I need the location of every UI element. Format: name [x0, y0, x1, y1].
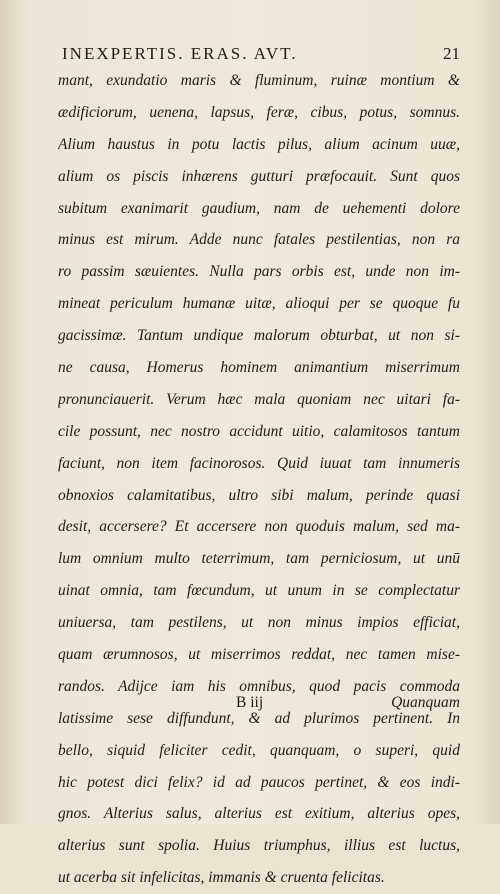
text-line: uinat omnia, tam fœcundum, ut unum in se complectatur	[58, 582, 460, 600]
text-line: Alium haustus in potu lactis pilus, alium acinum uuæ,	[58, 135, 460, 153]
text-line: minus est mirum. Adde nunc fatales pestilentias, non ra	[58, 231, 460, 249]
text-line: pronunciauerit. Verum hæc mala quoniam nec uitari fa-	[58, 390, 460, 408]
text-line: subitum exanimarit gaudium, nam de uehementi dolore	[58, 199, 460, 217]
text-line: quam ærumnosos, ut miserrimos reddat, nec tamen mise-	[58, 646, 460, 664]
text-line: gnos. Alterius salus, alterius est exitium, alterius opes,	[58, 805, 460, 823]
page-number: 21	[443, 44, 460, 63]
text-line: uniuersa, tam pestilens, ut non minus impios efficiat,	[58, 614, 460, 632]
text-line: desit, accersere? Et accersere non quoduis malum, sed ma-	[58, 518, 460, 536]
text-line: obnoxios calamitatibus, ultro sibi malum, perinde quasi	[58, 486, 460, 504]
text-block	[58, 65, 460, 894]
catchword: Quanquam	[391, 694, 460, 711]
text-line: gacissimæ. Tantum undique malorum obturbat, ut non si-	[58, 327, 460, 345]
text-line: ut acerba sit infelicitas, immanis & cruenta felicitas.	[58, 869, 385, 887]
text-line: mant, exundatio maris & fluminum, ruinæ montium &	[58, 72, 460, 89]
text-line: cile possunt, nec nostro accidunt uitio, calamitosos tantum	[58, 422, 460, 440]
text-line: alium os piscis inhærens gutturi præfocauit. Sunt quos	[58, 167, 460, 185]
signature-mark: B iij	[236, 694, 264, 711]
text-line: ro passim sæuientes. Nulla pars orbis est, unde non im-	[58, 263, 460, 281]
text-line: alterius sunt spolia. Huius triumphus, illius est luctus,	[58, 837, 460, 855]
page-footer	[58, 694, 460, 724]
text-line: latissime sese diffundunt, & ad plurimos pertinent. In	[58, 709, 460, 727]
running-title: INEXPERTIS. ERAS. AVT.	[62, 44, 298, 63]
running-header	[62, 44, 460, 64]
text-line: lum omnium multo teterrimum, tam perniciosum, ut unū	[58, 550, 460, 568]
text-line: mineat periculum humanæ uitæ, alioqui per se quoque fu	[58, 295, 460, 313]
text-line: bello, siquid feliciter cedit, quanquam, o superi, quid	[58, 741, 460, 759]
text-line: randos. Adijce iam his omnibus, quod pacis commoda	[58, 677, 460, 695]
text-line: ne causa, Homerus hominem animantium miserrimum	[58, 359, 460, 377]
text-line: faciunt, non item facinorosos. Quid iuuat tam innumeris	[58, 454, 460, 472]
text-line: hic potest dici felix? id ad paucos pertinet, & eos indi-	[58, 773, 460, 791]
text-line: ædificiorum, uenena, lapsus, feræ, cibus, potus, somnus.	[58, 103, 460, 121]
